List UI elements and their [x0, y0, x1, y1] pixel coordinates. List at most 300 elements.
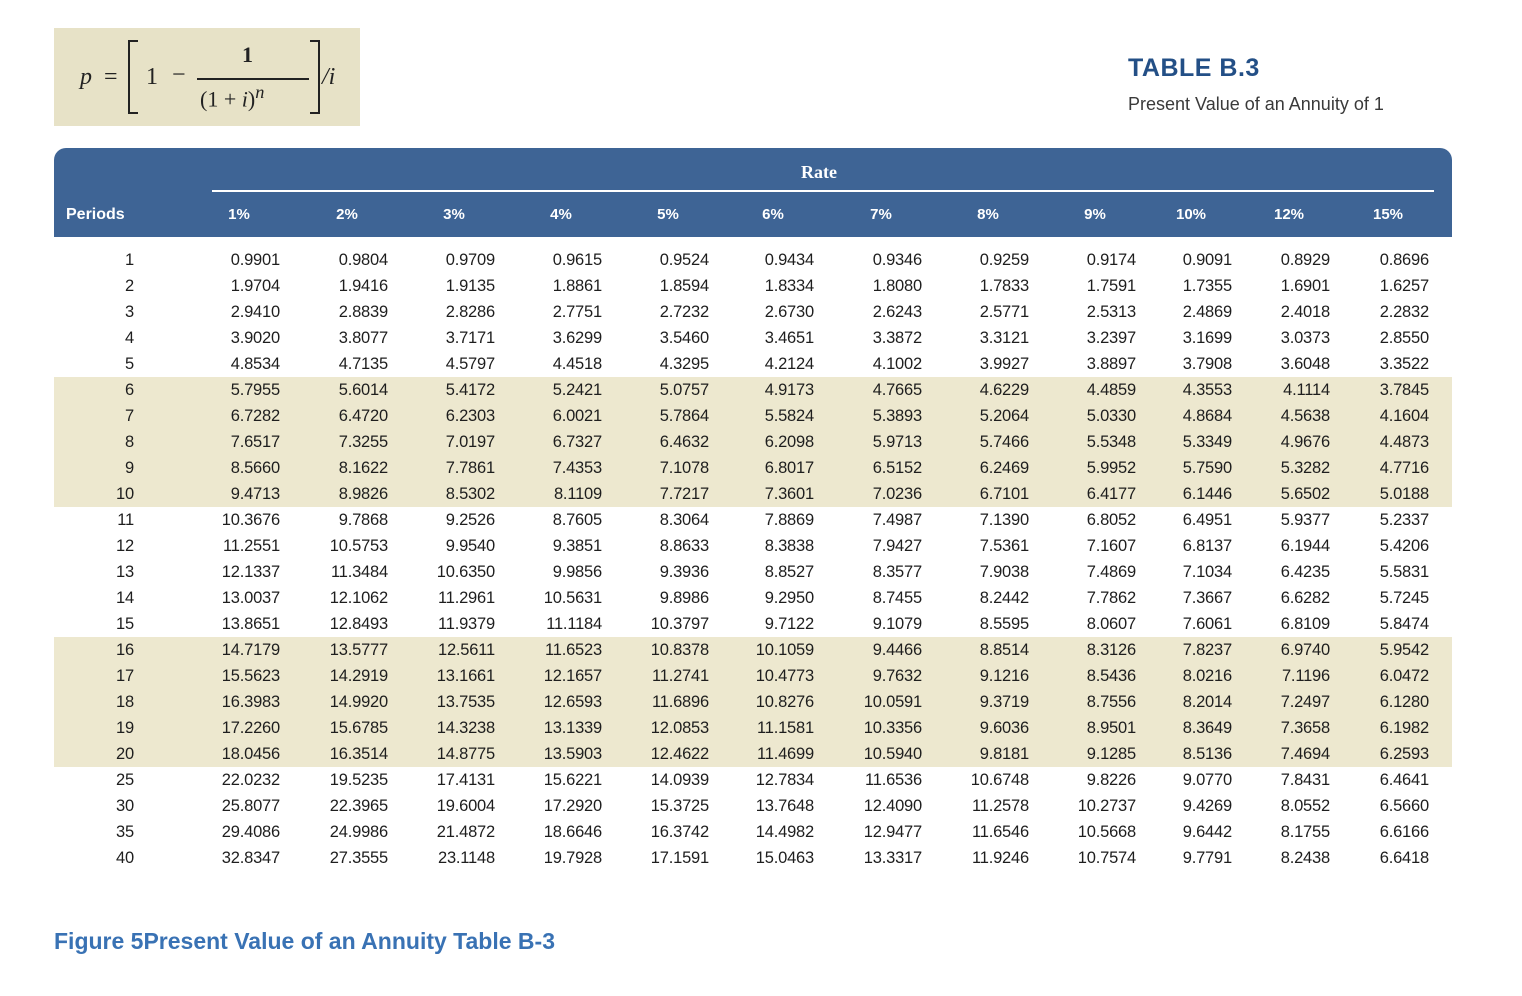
- period-cell: 3: [125, 303, 134, 321]
- value-cell: 4.3553: [1182, 381, 1232, 399]
- value-cell: 2.9410: [230, 303, 280, 321]
- value-cell: 7.6061: [1182, 615, 1232, 633]
- formula-denominator-i: i: [241, 86, 248, 112]
- value-cell: 2.8839: [338, 303, 388, 321]
- value-cell: 29.4086: [221, 823, 280, 841]
- value-cell: 14.7179: [221, 641, 280, 659]
- periods-label: Periods: [66, 206, 125, 223]
- value-cell: 6.7327: [552, 433, 602, 451]
- value-cell: 1.8594: [659, 277, 709, 295]
- value-cell: 11.4699: [756, 745, 814, 763]
- value-cell: 6.0021: [552, 407, 602, 425]
- table-row: [54, 429, 1452, 455]
- formula-right-bracket: [310, 40, 320, 114]
- value-cell: 15.6221: [543, 771, 602, 789]
- value-cell: 15.6785: [329, 719, 388, 737]
- value-cell: 6.1944: [1280, 537, 1330, 555]
- value-cell: 5.2337: [1379, 511, 1429, 529]
- table-row: [54, 533, 1452, 559]
- value-cell: 4.1604: [1379, 407, 1429, 425]
- value-cell: 1.8334: [764, 277, 814, 295]
- value-cell: 13.3317: [863, 849, 922, 867]
- table-row: [54, 455, 1452, 481]
- column-header: 12%: [1273, 206, 1305, 223]
- value-cell: 12.4622: [650, 745, 709, 763]
- value-cell: 0.9524: [659, 251, 709, 269]
- value-cell: 3.2397: [1086, 329, 1136, 347]
- column-header: 15%: [1372, 206, 1404, 223]
- value-cell: 1.7833: [979, 277, 1029, 295]
- period-cell: 4: [125, 329, 134, 347]
- value-cell: 9.8181: [979, 745, 1029, 763]
- value-cell: 6.4951: [1182, 511, 1232, 529]
- period-cell: 1: [125, 251, 134, 269]
- value-cell: 12.6593: [543, 693, 602, 711]
- value-cell: 3.9927: [979, 355, 1029, 373]
- value-cell: 1.8080: [872, 277, 922, 295]
- table-row: [54, 585, 1452, 611]
- figure-caption: Figure 5Present Value of an Annuity Table B-3: [54, 928, 555, 954]
- value-cell: 7.1034: [1182, 563, 1232, 581]
- formula-denominator-exp: n: [255, 82, 265, 102]
- value-cell: 7.7861: [445, 459, 495, 477]
- formula-numerator: 1: [242, 42, 253, 67]
- table-row: [54, 741, 1452, 767]
- period-cell: 14: [116, 589, 134, 607]
- value-cell: 13.0037: [221, 589, 280, 607]
- value-cell: 6.8137: [1182, 537, 1232, 555]
- value-cell: 4.8534: [230, 355, 280, 373]
- value-cell: 24.9986: [329, 823, 388, 841]
- column-header: 5%: [657, 206, 679, 223]
- value-cell: 9.1216: [979, 667, 1029, 685]
- value-cell: 5.6014: [338, 381, 388, 399]
- value-cell: 3.4651: [764, 329, 814, 347]
- table-row: [54, 611, 1452, 637]
- table-row: [54, 793, 1452, 819]
- value-cell: 10.6748: [970, 771, 1029, 789]
- value-cell: 7.1196: [1281, 667, 1330, 685]
- value-cell: 6.6418: [1379, 849, 1429, 867]
- value-cell: 3.3121: [979, 329, 1029, 347]
- value-cell: 3.5460: [659, 329, 709, 347]
- value-cell: 7.9427: [872, 537, 922, 555]
- value-cell: 5.7466: [979, 433, 1029, 451]
- period-cell: 17: [116, 667, 134, 685]
- value-cell: 5.9713: [872, 433, 922, 451]
- value-cell: 8.3577: [872, 563, 922, 581]
- value-cell: 11.6523: [544, 641, 602, 659]
- value-cell: 3.0373: [1280, 329, 1330, 347]
- formula-divide-i: /i: [322, 64, 336, 90]
- table-row: [54, 481, 1452, 507]
- value-cell: 6.7282: [230, 407, 280, 425]
- value-cell: 11.6546: [971, 823, 1029, 841]
- value-cell: 11.6896: [651, 693, 709, 711]
- value-cell: 2.6243: [872, 303, 922, 321]
- value-cell: 6.2469: [979, 459, 1029, 477]
- value-cell: 15.3725: [650, 797, 709, 815]
- formula-minus: −: [172, 62, 186, 88]
- period-cell: 13: [116, 563, 134, 581]
- value-cell: 9.0770: [1182, 771, 1232, 789]
- period-cell: 11: [117, 511, 134, 529]
- value-cell: 4.4873: [1379, 433, 1429, 451]
- table-row: [54, 767, 1452, 793]
- value-cell: 5.7245: [1379, 589, 1429, 607]
- value-cell: 0.9901: [230, 251, 280, 269]
- value-cell: 22.0232: [221, 771, 280, 789]
- period-cell: 40: [116, 849, 134, 867]
- table-row: [54, 351, 1452, 377]
- period-cell: 16: [116, 641, 134, 659]
- value-cell: 6.2098: [764, 433, 814, 451]
- formula-one: 1: [146, 64, 158, 90]
- value-cell: 10.6350: [436, 563, 495, 581]
- value-cell: 14.8775: [436, 745, 495, 763]
- value-cell: 6.4632: [659, 433, 709, 451]
- value-cell: 13.7648: [755, 797, 814, 815]
- value-cell: 9.6036: [979, 719, 1029, 737]
- value-cell: 5.7590: [1182, 459, 1232, 477]
- value-cell: 14.4982: [755, 823, 814, 841]
- value-cell: 16.3514: [329, 745, 388, 763]
- table-row: [54, 273, 1452, 299]
- value-cell: 9.4466: [872, 641, 922, 659]
- value-cell: 3.6048: [1280, 355, 1330, 373]
- value-cell: 5.2421: [552, 381, 602, 399]
- value-cell: 7.8237: [1182, 641, 1232, 659]
- value-cell: 7.7217: [659, 485, 709, 503]
- value-cell: 17.4131: [436, 771, 495, 789]
- table-row: [54, 663, 1452, 689]
- value-cell: 7.3255: [338, 433, 388, 451]
- value-cell: 6.4720: [338, 407, 388, 425]
- value-cell: 9.8986: [659, 589, 709, 607]
- period-cell: 2: [125, 277, 134, 295]
- period-cell: 19: [116, 719, 134, 737]
- value-cell: 6.5660: [1379, 797, 1429, 815]
- period-cell: 6: [125, 381, 134, 399]
- value-cell: 5.5348: [1086, 433, 1136, 451]
- value-cell: 6.4641: [1379, 771, 1429, 789]
- value-cell: 10.5940: [863, 745, 922, 763]
- value-cell: 4.2124: [764, 355, 814, 373]
- rate-label: Rate: [801, 162, 837, 182]
- value-cell: 1.9704: [230, 277, 280, 295]
- value-cell: 5.0757: [659, 381, 709, 399]
- value-cell: 8.1622: [338, 459, 388, 477]
- value-cell: 9.3851: [552, 537, 602, 555]
- value-cell: 5.9377: [1280, 511, 1330, 529]
- value-cell: 7.6517: [230, 433, 280, 451]
- value-cell: 25.8077: [221, 797, 280, 815]
- value-cell: 4.5797: [445, 355, 495, 373]
- value-cell: 6.6282: [1280, 589, 1330, 607]
- formula-box: [54, 28, 360, 126]
- value-cell: 17.2260: [221, 719, 280, 737]
- value-cell: 7.1078: [659, 459, 709, 477]
- value-cell: 15.0463: [755, 849, 814, 867]
- table-title: TABLE B.3: [1128, 54, 1260, 82]
- value-cell: 7.2497: [1280, 693, 1330, 711]
- value-cell: 4.4859: [1086, 381, 1136, 399]
- value-cell: 7.5361: [979, 537, 1029, 555]
- value-cell: 19.7928: [543, 849, 602, 867]
- value-cell: 6.8052: [1086, 511, 1136, 529]
- value-cell: 10.0591: [863, 693, 922, 711]
- value-cell: 8.1755: [1280, 823, 1330, 841]
- value-cell: 9.2950: [764, 589, 814, 607]
- value-cell: 0.9615: [552, 251, 602, 269]
- value-cell: 4.7135: [338, 355, 388, 373]
- value-cell: 8.3064: [659, 511, 709, 529]
- value-cell: 3.6299: [552, 329, 602, 347]
- table-row: [54, 689, 1452, 715]
- value-cell: 7.4694: [1280, 745, 1330, 763]
- value-cell: 4.6229: [979, 381, 1029, 399]
- value-cell: 19.5235: [329, 771, 388, 789]
- value-cell: 3.9020: [230, 329, 280, 347]
- value-cell: 15.5623: [221, 667, 280, 685]
- value-cell: 13.1661: [436, 667, 495, 685]
- value-cell: 0.9091: [1182, 251, 1232, 269]
- value-cell: 0.8929: [1280, 251, 1330, 269]
- value-cell: 3.8077: [338, 329, 388, 347]
- value-cell: 5.7955: [230, 381, 280, 399]
- period-cell: 5: [125, 355, 134, 373]
- value-cell: 1.6901: [1280, 277, 1330, 295]
- value-cell: 5.0330: [1086, 407, 1136, 425]
- value-cell: 10.1059: [755, 641, 814, 659]
- value-cell: 18.0456: [221, 745, 280, 763]
- value-cell: 6.6166: [1379, 823, 1429, 841]
- value-cell: 8.0216: [1182, 667, 1232, 685]
- value-cell: 5.6502: [1280, 485, 1330, 503]
- table-row: [54, 715, 1452, 741]
- value-cell: 8.8633: [659, 537, 709, 555]
- value-cell: 12.0853: [650, 719, 709, 737]
- value-cell: 9.2526: [445, 511, 495, 529]
- value-cell: 3.3522: [1379, 355, 1429, 373]
- period-cell: 10: [116, 485, 134, 503]
- value-cell: 0.9174: [1086, 251, 1136, 269]
- table-subtitle: Present Value of an Annuity of 1: [1128, 94, 1384, 114]
- value-cell: 7.8869: [764, 511, 814, 529]
- value-cell: 7.7862: [1086, 589, 1136, 607]
- value-cell: 2.7751: [552, 303, 602, 321]
- value-cell: 21.4872: [436, 823, 495, 841]
- value-cell: 27.3555: [329, 849, 388, 867]
- value-cell: 6.2303: [445, 407, 495, 425]
- table-row: [54, 637, 1452, 663]
- value-cell: 7.9038: [979, 563, 1029, 581]
- value-cell: 4.7665: [872, 381, 922, 399]
- value-cell: 23.1148: [437, 849, 495, 867]
- value-cell: 13.5903: [543, 745, 602, 763]
- column-header: 7%: [870, 206, 892, 223]
- value-cell: 8.8527: [764, 563, 814, 581]
- value-cell: 6.8017: [764, 459, 814, 477]
- value-cell: 5.3349: [1182, 433, 1232, 451]
- column-header: 9%: [1084, 206, 1106, 223]
- value-cell: 8.9826: [338, 485, 388, 503]
- value-cell: 9.4269: [1182, 797, 1232, 815]
- table-row: [54, 377, 1452, 403]
- value-cell: 8.1109: [553, 485, 602, 503]
- value-cell: 7.3658: [1280, 719, 1330, 737]
- value-cell: 12.9477: [863, 823, 922, 841]
- value-cell: 11.6536: [864, 771, 922, 789]
- value-cell: 8.3126: [1086, 641, 1136, 659]
- value-cell: 11.2551: [222, 537, 280, 555]
- value-cell: 0.9259: [979, 251, 1029, 269]
- value-cell: 6.1982: [1379, 719, 1429, 737]
- value-cell: 9.3936: [659, 563, 709, 581]
- value-cell: 10.4773: [755, 667, 814, 685]
- value-cell: 7.3601: [764, 485, 814, 503]
- value-cell: 14.9920: [329, 693, 388, 711]
- value-cell: 7.0236: [872, 485, 922, 503]
- value-cell: 1.9416: [338, 277, 388, 295]
- value-cell: 13.8651: [221, 615, 280, 633]
- value-cell: 10.5753: [329, 537, 388, 555]
- value-cell: 0.9434: [764, 251, 814, 269]
- value-cell: 12.8493: [329, 615, 388, 633]
- value-cell: 8.3649: [1182, 719, 1232, 737]
- value-cell: 4.5638: [1280, 407, 1330, 425]
- value-cell: 13.5777: [329, 641, 388, 659]
- value-cell: 9.3719: [979, 693, 1029, 711]
- value-cell: 12.1657: [543, 667, 602, 685]
- value-cell: 9.7632: [872, 667, 922, 685]
- table-row: [54, 299, 1452, 325]
- value-cell: 7.0197: [445, 433, 495, 451]
- value-cell: 17.2920: [543, 797, 602, 815]
- table-row: [54, 403, 1452, 429]
- value-cell: 2.6730: [764, 303, 814, 321]
- value-cell: 9.1285: [1086, 745, 1136, 763]
- value-cell: 17.1591: [650, 849, 709, 867]
- column-header: 3%: [443, 206, 465, 223]
- value-cell: 6.1280: [1379, 693, 1429, 711]
- value-cell: 4.9676: [1280, 433, 1330, 451]
- formula-fraction-bar: [197, 78, 309, 80]
- value-cell: 5.5831: [1379, 563, 1429, 581]
- value-cell: 6.0472: [1379, 667, 1429, 685]
- value-cell: 2.8550: [1379, 329, 1429, 347]
- present-value-table: [54, 148, 1452, 876]
- value-cell: 18.6646: [543, 823, 602, 841]
- value-cell: 5.4172: [445, 381, 495, 399]
- formula-denominator-close: ): [247, 86, 256, 112]
- value-cell: 8.7605: [552, 511, 602, 529]
- period-cell: 9: [125, 459, 134, 477]
- value-cell: 2.2832: [1379, 303, 1429, 321]
- value-cell: 8.5660: [230, 459, 280, 477]
- value-cell: 5.9952: [1086, 459, 1136, 477]
- value-cell: 10.8276: [755, 693, 814, 711]
- period-cell: 30: [116, 797, 134, 815]
- value-cell: 11.3484: [330, 563, 388, 581]
- value-cell: 8.2438: [1280, 849, 1330, 867]
- value-cell: 8.7455: [872, 589, 922, 607]
- value-cell: 2.8286: [445, 303, 495, 321]
- value-cell: 9.9856: [552, 563, 602, 581]
- value-cell: 19.6004: [436, 797, 495, 815]
- value-cell: 6.4235: [1280, 563, 1330, 581]
- value-cell: 14.3238: [436, 719, 495, 737]
- value-cell: 9.7122: [764, 615, 814, 633]
- value-cell: 10.3797: [650, 615, 709, 633]
- value-cell: 8.8514: [979, 641, 1029, 659]
- value-cell: 7.4987: [872, 511, 922, 529]
- value-cell: 3.8897: [1086, 355, 1136, 373]
- value-cell: 2.7232: [659, 303, 709, 321]
- value-cell: 3.3872: [872, 329, 922, 347]
- value-cell: 11.2961: [437, 589, 495, 607]
- value-cell: 16.3983: [221, 693, 280, 711]
- value-cell: 8.5595: [979, 615, 1029, 633]
- value-cell: 0.9804: [338, 251, 388, 269]
- period-cell: 8: [125, 433, 134, 451]
- period-cell: 25: [116, 771, 134, 789]
- value-cell: 9.4713: [230, 485, 280, 503]
- value-cell: 5.0188: [1379, 485, 1429, 503]
- value-cell: 8.5436: [1086, 667, 1136, 685]
- value-cell: 12.7834: [755, 771, 814, 789]
- value-cell: 4.7716: [1379, 459, 1429, 477]
- value-cell: 4.1002: [872, 355, 922, 373]
- value-cell: 9.7868: [338, 511, 388, 529]
- table-row: [54, 845, 1452, 871]
- value-cell: 8.0607: [1086, 615, 1136, 633]
- period-cell: 18: [116, 693, 134, 711]
- column-header: 1%: [228, 206, 250, 223]
- period-cell: 7: [125, 407, 134, 425]
- value-cell: 8.5302: [445, 485, 495, 503]
- value-cell: 11.9246: [971, 849, 1029, 867]
- value-cell: 4.9173: [764, 381, 814, 399]
- value-cell: 1.6257: [1379, 277, 1429, 295]
- value-cell: 10.3676: [221, 511, 280, 529]
- formula-left-bracket: [128, 40, 138, 114]
- value-cell: 8.2442: [979, 589, 1029, 607]
- value-cell: 2.5313: [1086, 303, 1136, 321]
- period-cell: 12: [116, 537, 134, 555]
- value-cell: 8.0552: [1280, 797, 1330, 815]
- value-cell: 9.8226: [1086, 771, 1136, 789]
- rate-divider: [212, 190, 1434, 192]
- value-cell: 12.1062: [329, 589, 388, 607]
- value-cell: 1.9135: [445, 277, 495, 295]
- period-cell: 35: [116, 823, 134, 841]
- column-header: 6%: [762, 206, 784, 223]
- table-body: [54, 237, 1452, 876]
- table-row: [54, 325, 1452, 351]
- value-cell: 12.5611: [437, 641, 495, 659]
- value-cell: 4.3295: [659, 355, 709, 373]
- value-cell: 8.5136: [1182, 745, 1232, 763]
- value-cell: 5.7864: [659, 407, 709, 425]
- period-cell: 15: [116, 615, 134, 633]
- value-cell: 5.3282: [1280, 459, 1330, 477]
- value-cell: 3.1699: [1182, 329, 1232, 347]
- value-cell: 8.7556: [1086, 693, 1136, 711]
- value-cell: 22.3965: [329, 797, 388, 815]
- value-cell: 5.5824: [764, 407, 814, 425]
- value-cell: 2.4869: [1182, 303, 1232, 321]
